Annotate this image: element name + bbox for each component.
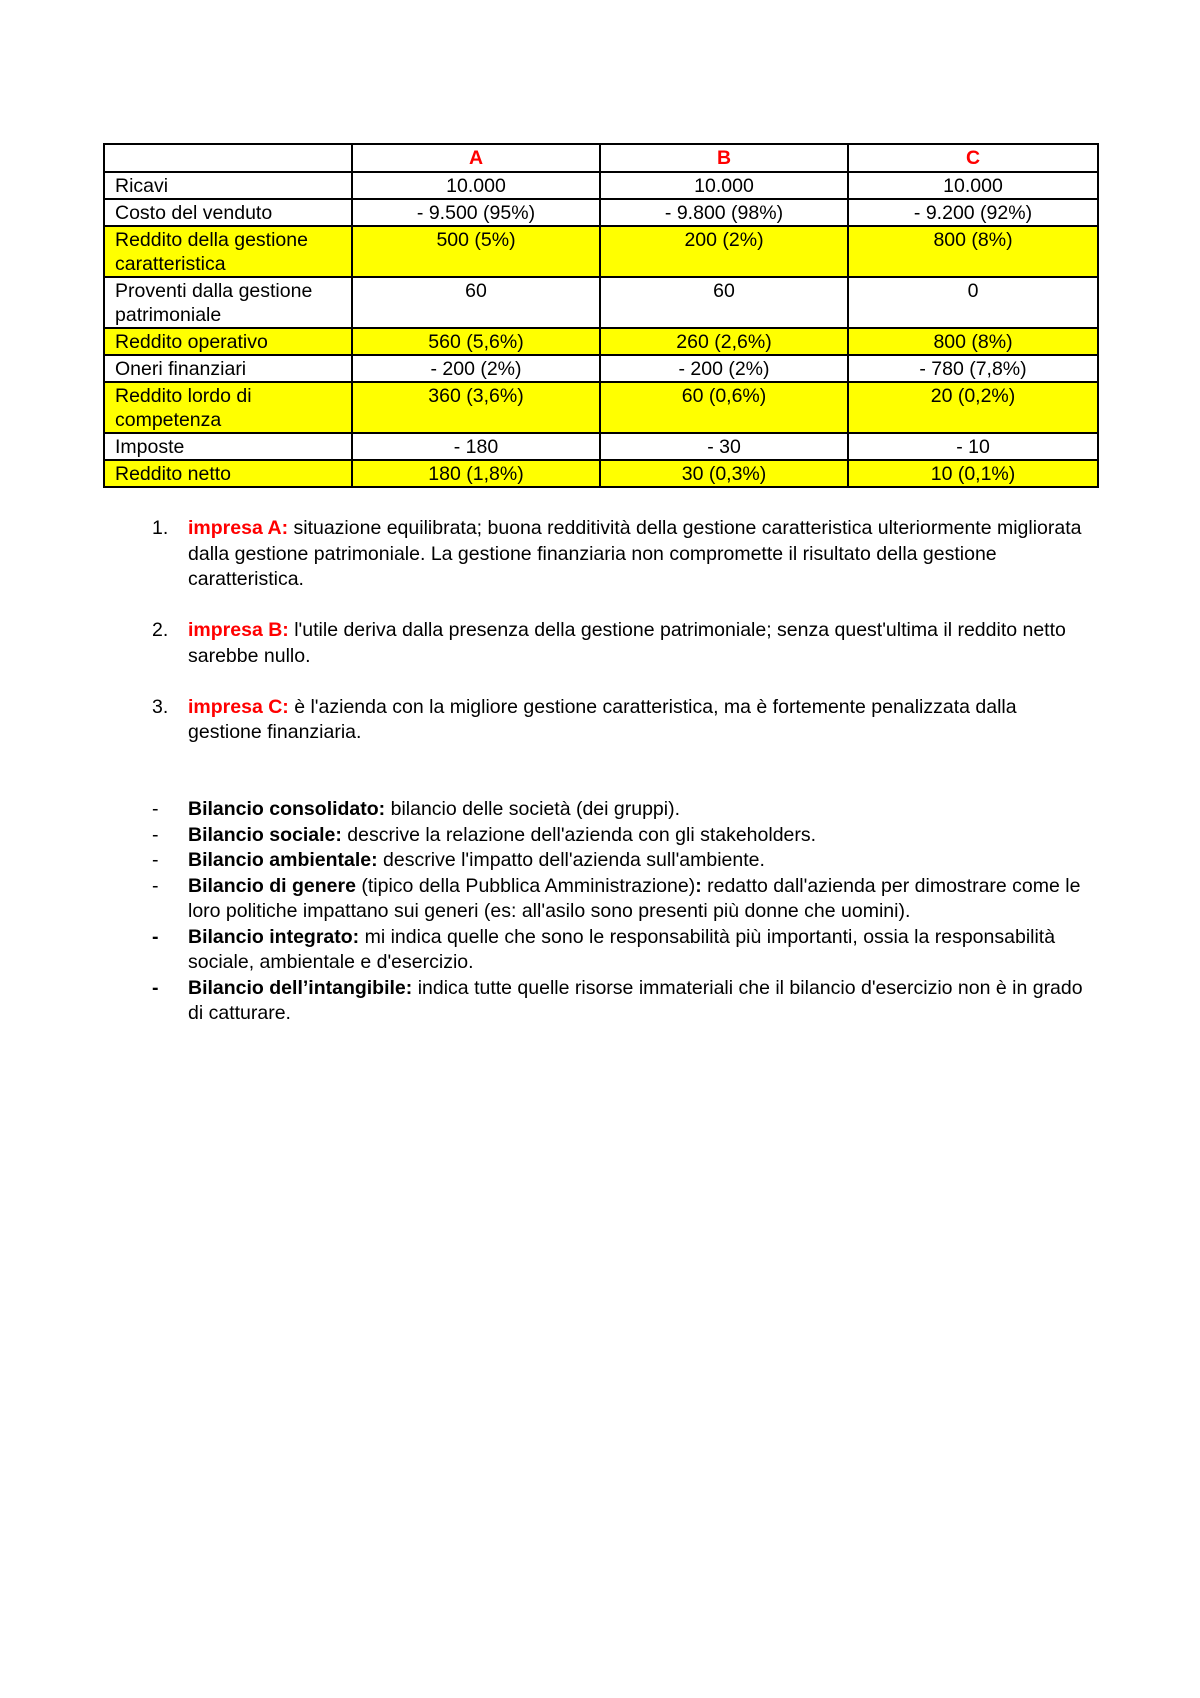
dash-bullet: - (152, 823, 159, 846)
table-row (104, 199, 1098, 226)
table-row (104, 433, 1098, 460)
value-b: - 200 (2%) (600, 355, 848, 382)
value-c: - 780 (7,8%) (848, 355, 1098, 382)
row-label: Oneri finanziari (104, 355, 352, 382)
value-c: 10.000 (848, 172, 1098, 199)
table-row-highlighted (104, 460, 1098, 487)
value-c: - 9.200 (92%) (848, 199, 1098, 226)
definition-colon: : (695, 874, 702, 897)
list-number: 2. (152, 619, 169, 641)
definition-text: indica tutte quelle risorse immateriali che il bilancio d'esercizio non è in grado di catturare. (188, 976, 1083, 1024)
value-c: 10 (0,1%) (848, 460, 1098, 487)
value-b: 200 (2%) (600, 226, 848, 277)
table-header-row (104, 144, 1098, 172)
definition-item (152, 976, 1092, 1027)
value-a: 360 (3,6%) (352, 382, 600, 433)
row-label: Imposte (104, 433, 352, 460)
analysis-item-a (152, 516, 1092, 593)
row-label: Reddito operativo (104, 328, 352, 355)
value-a: - 200 (2%) (352, 355, 600, 382)
table-row (104, 355, 1098, 382)
analysis-item-c (152, 695, 1092, 746)
definition-term: Bilancio sociale: (188, 823, 342, 846)
company-title: impresa C: (188, 695, 289, 718)
header-empty-cell (104, 144, 352, 172)
definition-text: redatto dall'azienda per dimostrare come le loro politiche impattano sui generi (es: all'asilo sono presenti più donne che uomini). (188, 874, 1081, 922)
row-label: Reddito netto (104, 460, 352, 487)
dash-bullet: - (152, 925, 159, 948)
value-c: 0 (848, 277, 1098, 328)
analysis-text: l'utile deriva dalla presenza della gestione patrimoniale; senza quest'ultima il reddito netto sarebbe nullo. (188, 619, 1066, 667)
definition-term: Bilancio di genere (188, 874, 356, 897)
value-c: 20 (0,2%) (848, 382, 1098, 433)
definition-text: descrive l'impatto dell'azienda sull'ambiente. (377, 849, 765, 871)
value-a: - 180 (352, 433, 600, 460)
row-label: Reddito della gestione caratteristica (104, 226, 352, 277)
table-row-highlighted (104, 328, 1098, 355)
value-b: - 9.800 (98%) (600, 199, 848, 226)
definition-item (152, 823, 1092, 849)
value-b: 60 (600, 277, 848, 328)
income-statement-table (103, 143, 1099, 488)
row-label: Reddito lordo di competenza (104, 382, 352, 433)
value-b: - 30 (600, 433, 848, 460)
analysis-text: è l'azienda con la migliore gestione caratteristica, ma è fortemente penalizzata dalla gestione finanziaria. (188, 695, 1017, 743)
definition-item (152, 874, 1092, 925)
value-a: - 9.500 (95%) (352, 199, 600, 226)
definition-item (152, 797, 1092, 823)
value-c: - 10 (848, 433, 1098, 460)
value-b: 10.000 (600, 172, 848, 199)
definition-note: (tipico della Pubblica Amministrazione) (355, 874, 696, 897)
table-row-highlighted (104, 226, 1098, 277)
header-company-b: B (600, 144, 848, 172)
definition-text: descrive la relazione dell'azienda con gli stakeholders. (341, 823, 817, 846)
value-b: 60 (0,6%) (600, 382, 848, 433)
row-label: Costo del venduto (104, 199, 352, 226)
value-c: 800 (8%) (848, 226, 1098, 277)
table-row-highlighted (104, 382, 1098, 433)
value-b: 30 (0,3%) (600, 460, 848, 487)
dash-bullet: - (152, 798, 159, 820)
value-c: 800 (8%) (848, 328, 1098, 355)
value-a: 60 (352, 277, 600, 328)
dash-bullet: - (152, 849, 159, 871)
company-title: impresa B: (188, 619, 289, 641)
definition-term: Bilancio consolidato: (188, 798, 386, 820)
balance-types-list (152, 797, 1092, 1027)
list-number: 1. (152, 517, 169, 539)
definition-term: Bilancio dell’intangibile: (188, 976, 413, 999)
dash-bullet: - (152, 874, 159, 897)
value-a: 560 (5,6%) (352, 328, 600, 355)
definition-item (152, 848, 1092, 874)
definition-term: Bilancio integrato: (188, 925, 360, 948)
header-company-a: A (352, 144, 600, 172)
value-b: 260 (2,6%) (600, 328, 848, 355)
value-a: 500 (5%) (352, 226, 600, 277)
value-a: 180 (1,8%) (352, 460, 600, 487)
definition-term: Bilancio ambientale: (188, 849, 378, 871)
definition-text: mi indica quelle che sono le responsabilità più importanti, ossia la responsabilità sociale, ambientale e d'esercizio. (188, 925, 1056, 973)
dash-bullet: - (152, 976, 159, 999)
analysis-text: situazione equilibrata; buona redditività della gestione caratteristica ulteriormente migliorata dalla gestione patrimoniale. La gestione finanziaria non compromette il risultato della gestione caratteristica. (188, 517, 1082, 590)
row-label: Ricavi (104, 172, 352, 199)
company-analysis-list (152, 516, 1092, 771)
table-row (104, 172, 1098, 199)
definition-text: bilancio delle società (dei gruppi). (385, 798, 681, 820)
row-label: Proventi dalla gestione patrimoniale (104, 277, 352, 328)
analysis-item-b (152, 618, 1092, 669)
company-title: impresa A: (188, 517, 289, 539)
list-number: 3. (152, 695, 169, 718)
table-row (104, 277, 1098, 328)
header-company-c: C (848, 144, 1098, 172)
value-a: 10.000 (352, 172, 600, 199)
definition-item (152, 925, 1092, 976)
